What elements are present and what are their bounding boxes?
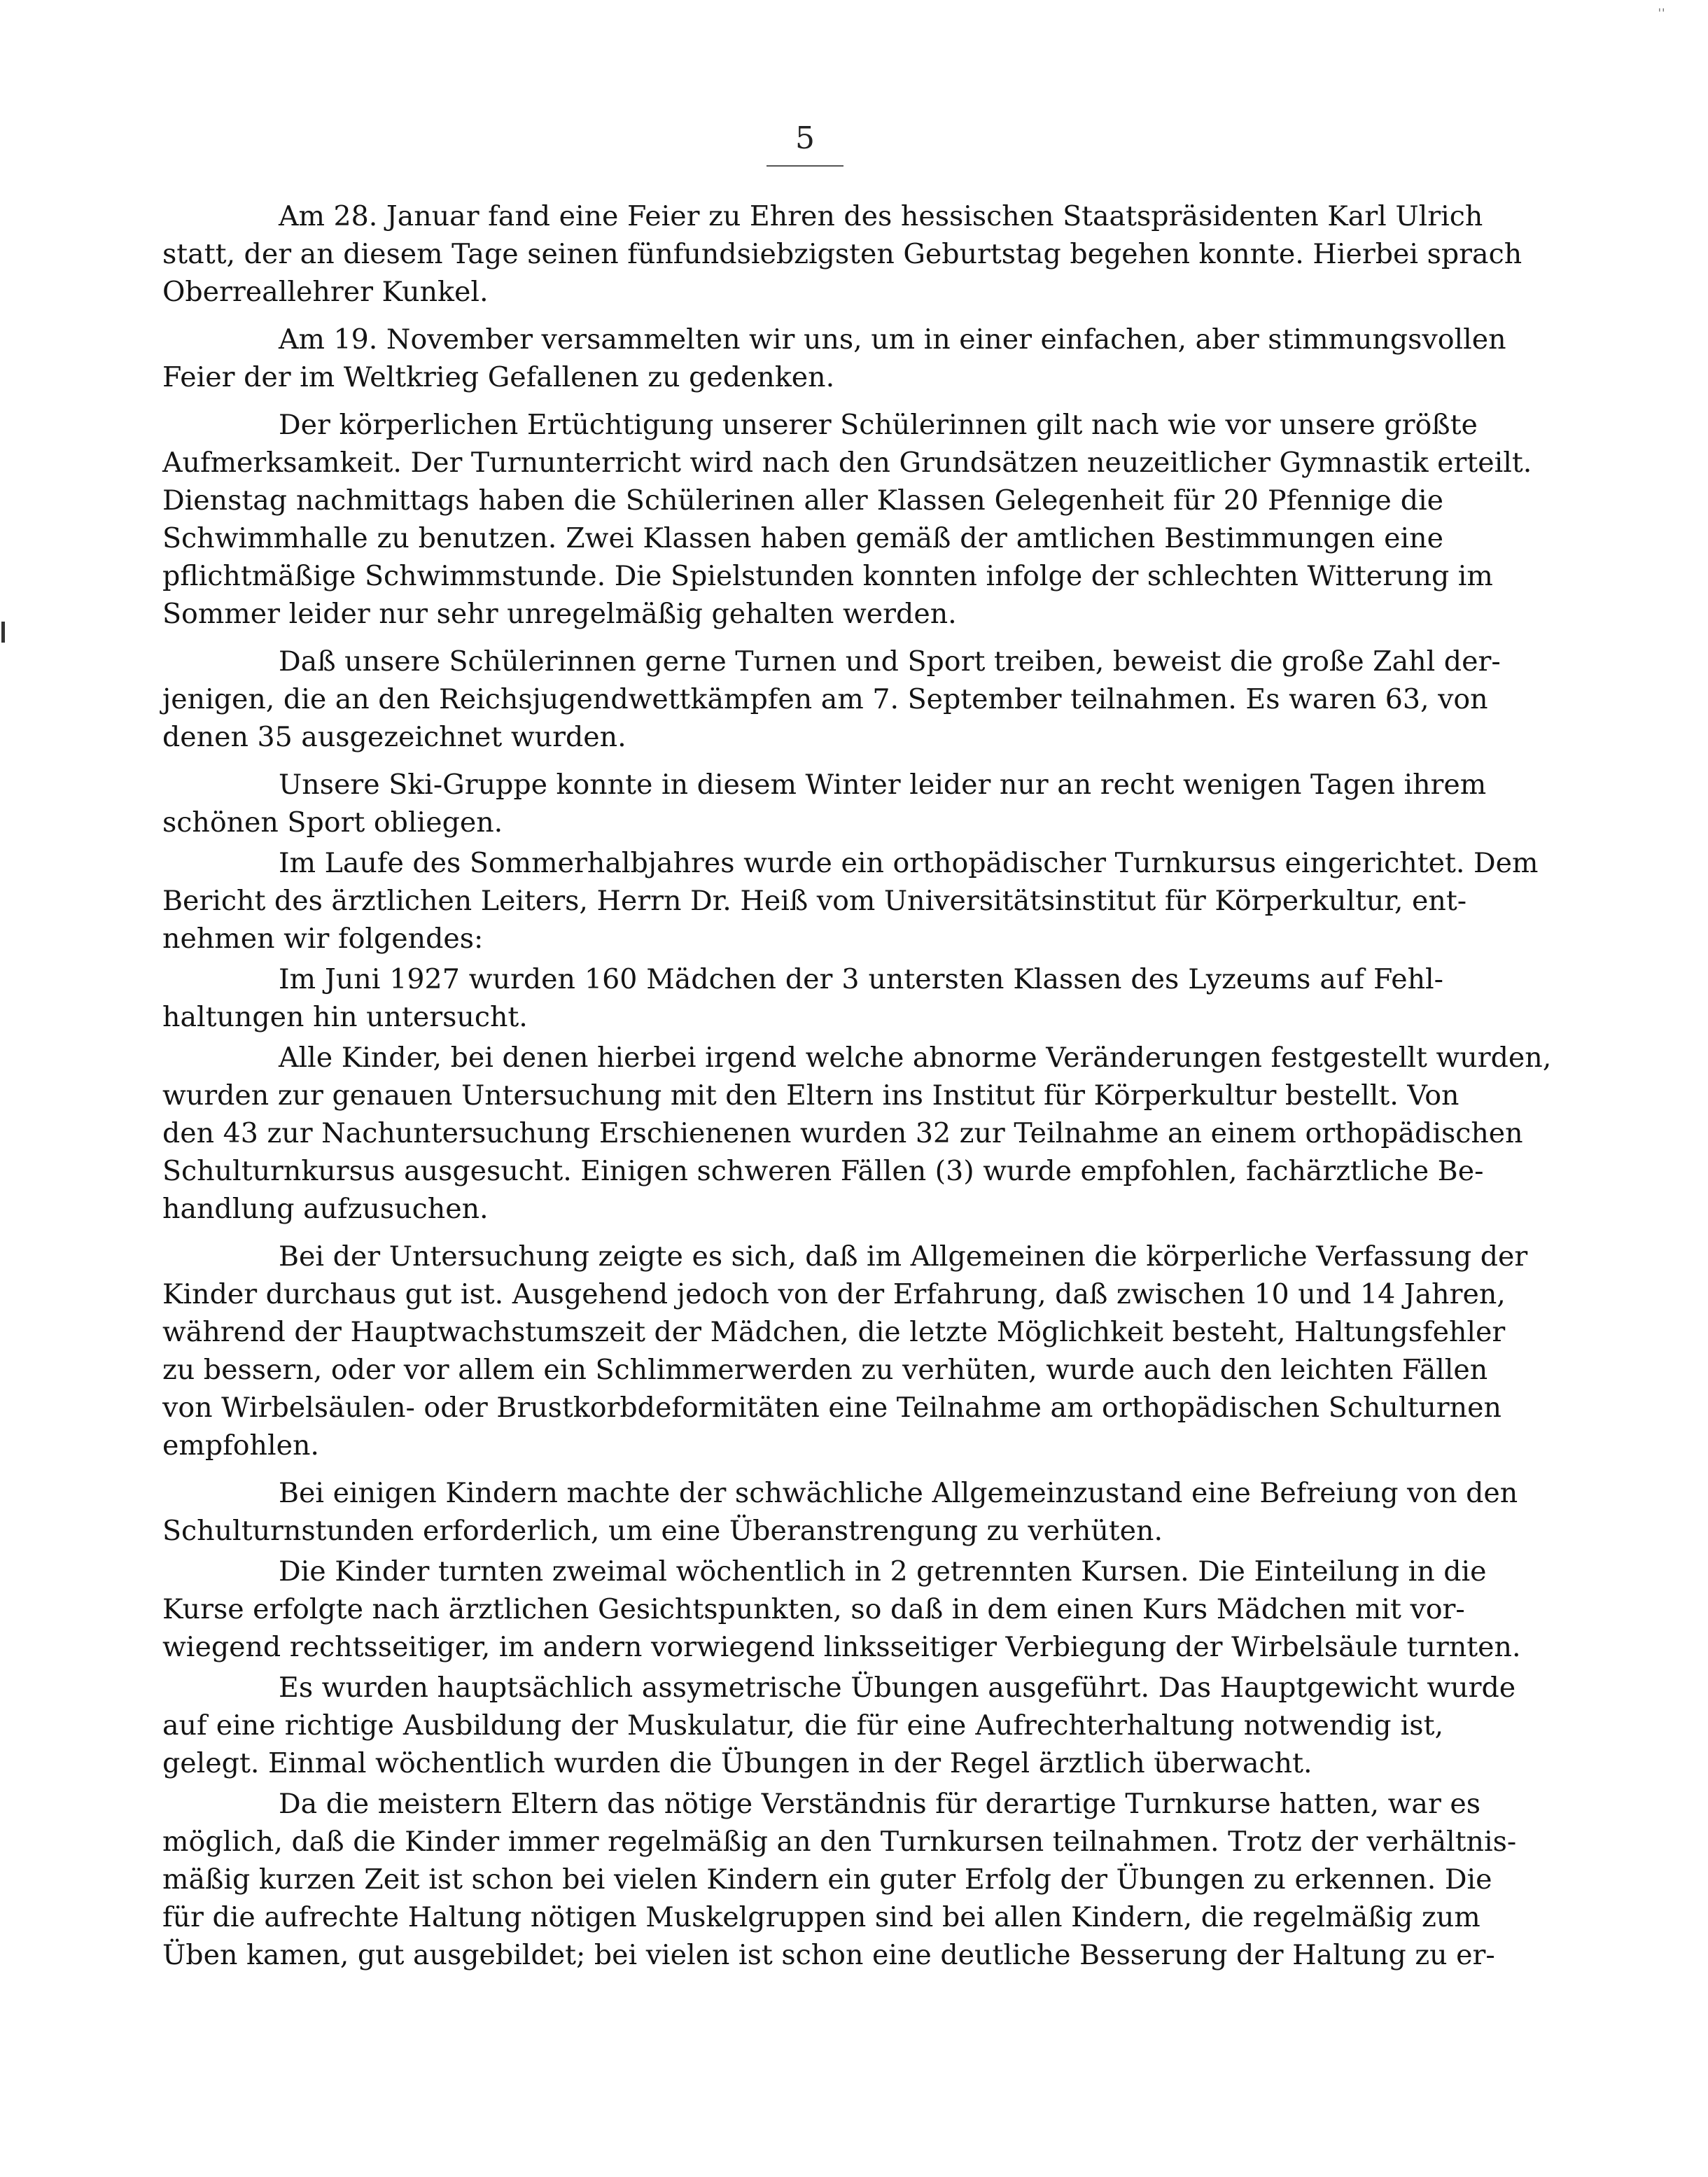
text-line: gelegt. Einmal wöchentlich wurden die Übungen in der Regel ärztlich überwacht.: [162, 1747, 1312, 1779]
paragraph: [162, 1669, 1516, 1782]
text-line: auf eine richtige Ausbildung der Muskulatur, die für eine Aufrechterhaltung notwendig ist,: [162, 1709, 1443, 1742]
text-line: Aufmerksamkeit. Der Turnunterricht wird nach den Grundsätzen neuzeitlicher Gymnastik erteilt.: [162, 447, 1532, 479]
text-line: Im Laufe des Sommerhalbjahres wurde ein orthopädischer Turnkursus eingerichtet. Dem: [279, 847, 1539, 879]
text-line: den 43 zur Nachuntersuchung Erschienenen wurden 32 zur Teilnahme an einem orthopädischen: [162, 1117, 1523, 1149]
text-line: empfohlen.: [162, 1429, 319, 1462]
text-line: zu bessern, oder vor allem ein Schlimmerwerden zu verhüten, wurde auch den leichten Fällen: [162, 1354, 1488, 1386]
text-line: Unsere Ski-Gruppe konnte in diesem Winter leider nur an recht wenigen Tagen ihrem: [279, 769, 1487, 801]
text-line: für die aufrechte Haltung nötigen Muskelgruppen sind bei allen Kindern, die regelmäßig zum: [162, 1901, 1480, 1933]
text-line: möglich, daß die Kinder immer regelmäßig an den Turnkursen teilnahmen. Trotz der verhältnis-: [162, 1826, 1517, 1858]
paragraph: [162, 1553, 1521, 1666]
body-text: [162, 197, 1552, 1984]
text-line: Am 28. Januar fand eine Feier zu Ehren des hessischen Staatspräsidenten Karl Ulrich: [279, 200, 1483, 232]
text-line: Kinder durchaus gut ist. Ausgehend jedoch von der Erfahrung, daß zwischen 10 und 14 Jahren,: [162, 1278, 1506, 1310]
text-line: Bei der Untersuchung zeigte es sich, daß im Allgemeinen die körperliche Verfassung der: [279, 1240, 1528, 1273]
text-line: Kurse erfolgte nach ärztlichen Gesichtspunkten, so daß in dem einen Kurs Mädchen mit vor-: [162, 1593, 1465, 1625]
text-line: Bericht des ärztlichen Leiters, Herrn Dr. Heiß vom Universitätsinstitut für Körperkultur, ent-: [162, 885, 1467, 917]
text-line: Da die meistern Eltern das nötige Verständnis für derartige Turnkurse hatten, war es: [279, 1788, 1481, 1820]
text-line: Oberreallehrer Kunkel.: [162, 276, 489, 308]
paragraph: [162, 197, 1522, 311]
paragraph: [162, 1039, 1552, 1228]
paragraph: [162, 406, 1532, 633]
text-line: Schulturnkursus ausgesucht. Einigen schweren Fällen (3) wurde empfohlen, fachärztliche Be-: [162, 1155, 1484, 1187]
text-line: statt, der an diesem Tage seinen fünfundsiebzigsten Geburtstag begehen konnte. Hierbei sprach: [162, 238, 1522, 270]
paragraph: [162, 643, 1501, 756]
text-line: Schulturnstunden erforderlich, um eine Überanstrengung zu verhüten.: [162, 1515, 1163, 1547]
paragraph: [162, 1474, 1518, 1550]
paragraph: [162, 1238, 1528, 1464]
text-line: Schwimmhalle zu benutzen. Zwei Klassen haben gemäß der amtlichen Bestimmungen eine: [162, 522, 1443, 554]
paragraph: [162, 766, 1487, 841]
text-line: mäßig kurzen Zeit ist schon bei vielen Kindern ein guter Erfolg der Übungen zu erkennen. Die: [162, 1863, 1492, 1896]
corner-mark: ˈˈ: [1658, 6, 1665, 22]
text-line: Sommer leider nur sehr unregelmäßig gehalten werden.: [162, 598, 957, 630]
text-line: Daß unsere Schülerinnen gerne Turnen und Sport treiben, beweist die große Zahl der-: [279, 645, 1501, 678]
paragraph: [162, 1785, 1517, 1974]
text-line: schönen Sport obliegen.: [162, 806, 503, 839]
text-line: nehmen wir folgendes:: [162, 923, 484, 955]
text-line: Alle Kinder, bei denen hierbei irgend welche abnorme Veränderungen festgestellt wurden,: [279, 1042, 1552, 1074]
paragraph: [162, 844, 1539, 958]
text-line: Die Kinder turnten zweimal wöchentlich in 2 getrennten Kursen. Die Einteilung in die: [279, 1555, 1487, 1588]
text-line: jenigen, die an den Reichsjugendwettkämpfen am 7. September teilnahmen. Es waren 63, von: [162, 683, 1488, 715]
text-line: Am 19. November versammelten wir uns, um in einer einfachen, aber stimmungsvollen: [279, 323, 1506, 356]
text-line: wurden zur genauen Untersuchung mit den Eltern ins Institut für Körperkultur bestellt. Von: [162, 1079, 1460, 1112]
text-line: Es wurden hauptsächlich assymetrische Übungen ausgeführt. Das Hauptgewicht wurde: [279, 1672, 1516, 1704]
text-line: Bei einigen Kindern machte der schwächliche Allgemeinzustand eine Befreiung von den: [279, 1477, 1518, 1509]
text-line: während der Hauptwachstumszeit der Mädchen, die letzte Möglichkeit besteht, Haltungsfehler: [162, 1316, 1506, 1348]
text-line: Im Juni 1927 wurden 160 Mädchen der 3 untersten Klassen des Lyzeums auf Fehl-: [279, 963, 1443, 995]
paragraph: [162, 321, 1506, 396]
text-line: pflichtmäßige Schwimmstunde. Die Spielstunden konnten infolge der schlechten Witterung im: [162, 560, 1493, 592]
margin-mark: [1, 622, 5, 643]
paragraph: [162, 960, 1443, 1036]
text-line: Üben kamen, gut ausgebildet; bei vielen ist schon eine deutliche Besserung der Haltung zu er-: [162, 1939, 1495, 1971]
page-number: 5: [795, 120, 815, 156]
text-line: denen 35 ausgezeichnet wurden.: [162, 721, 626, 753]
text-line: von Wirbelsäulen- oder Brustkorbdeformitäten eine Teilnahme am orthopädischen Schulturnen: [162, 1392, 1502, 1424]
page-number-rule: [766, 165, 844, 167]
text-line: haltungen hin untersucht.: [162, 1001, 528, 1033]
text-line: Dienstag nachmittags haben die Schülerinen aller Klassen Gelegenheit für 20 Pfennige die: [162, 484, 1443, 517]
text-line: wiegend rechtsseitiger, im andern vorwiegend linksseitiger Verbiegung der Wirbelsäule turnten.: [162, 1631, 1521, 1663]
text-line: handlung aufzusuchen.: [162, 1193, 489, 1225]
text-line: Feier der im Weltkrieg Gefallenen zu gedenken.: [162, 361, 835, 393]
text-line: Der körperlichen Ertüchtigung unserer Schülerinnen gilt nach wie vor unsere größte: [279, 409, 1478, 441]
